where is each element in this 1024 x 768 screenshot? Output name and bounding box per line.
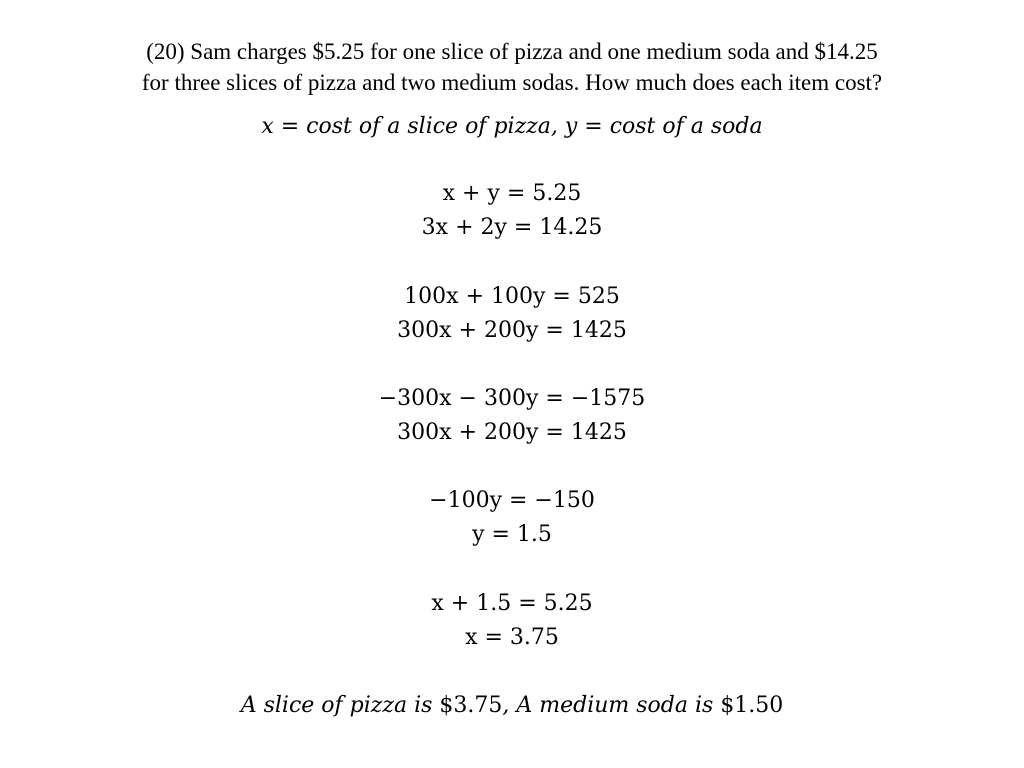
- scaled-equation-2: 300x + 200y = 1425: [397, 318, 627, 343]
- answer-pizza-label: A slice of pizza is: [240, 693, 440, 718]
- answer-soda-price: $1.50: [720, 693, 784, 718]
- answer-soda-label: , A medium soda is: [502, 693, 721, 718]
- variable-definition: x = cost of a slice of pizza, y = cost of a soda: [261, 114, 763, 139]
- problem-line-2: for three slices of pizza and two medium sodas. How much does each item cost?: [141, 70, 883, 95]
- scaled-equation-1: 100x + 100y = 525: [404, 284, 620, 309]
- sum-equation: −100y = −150: [429, 488, 595, 513]
- equation-1: x + y = 5.25: [442, 181, 582, 206]
- y-solution: y = 1.5: [472, 522, 552, 547]
- final-answer: [0, 691, 1024, 721]
- x-solution: x = 3.75: [465, 625, 559, 650]
- negated-equation-1: −300x − 300y = −1575: [378, 386, 646, 411]
- equation-2: 3x + 2y = 14.25: [421, 215, 603, 240]
- problem-line-1: (20) Sam charges $5.25 for one slice of pizza and one medium soda and $14.25: [146, 39, 878, 64]
- answer-pizza-price: $3.75: [439, 693, 503, 718]
- substitution-equation: x + 1.5 = 5.25: [431, 591, 593, 616]
- problem-statement: [40, 36, 984, 98]
- elimination-equation-2: 300x + 200y = 1425: [397, 420, 627, 445]
